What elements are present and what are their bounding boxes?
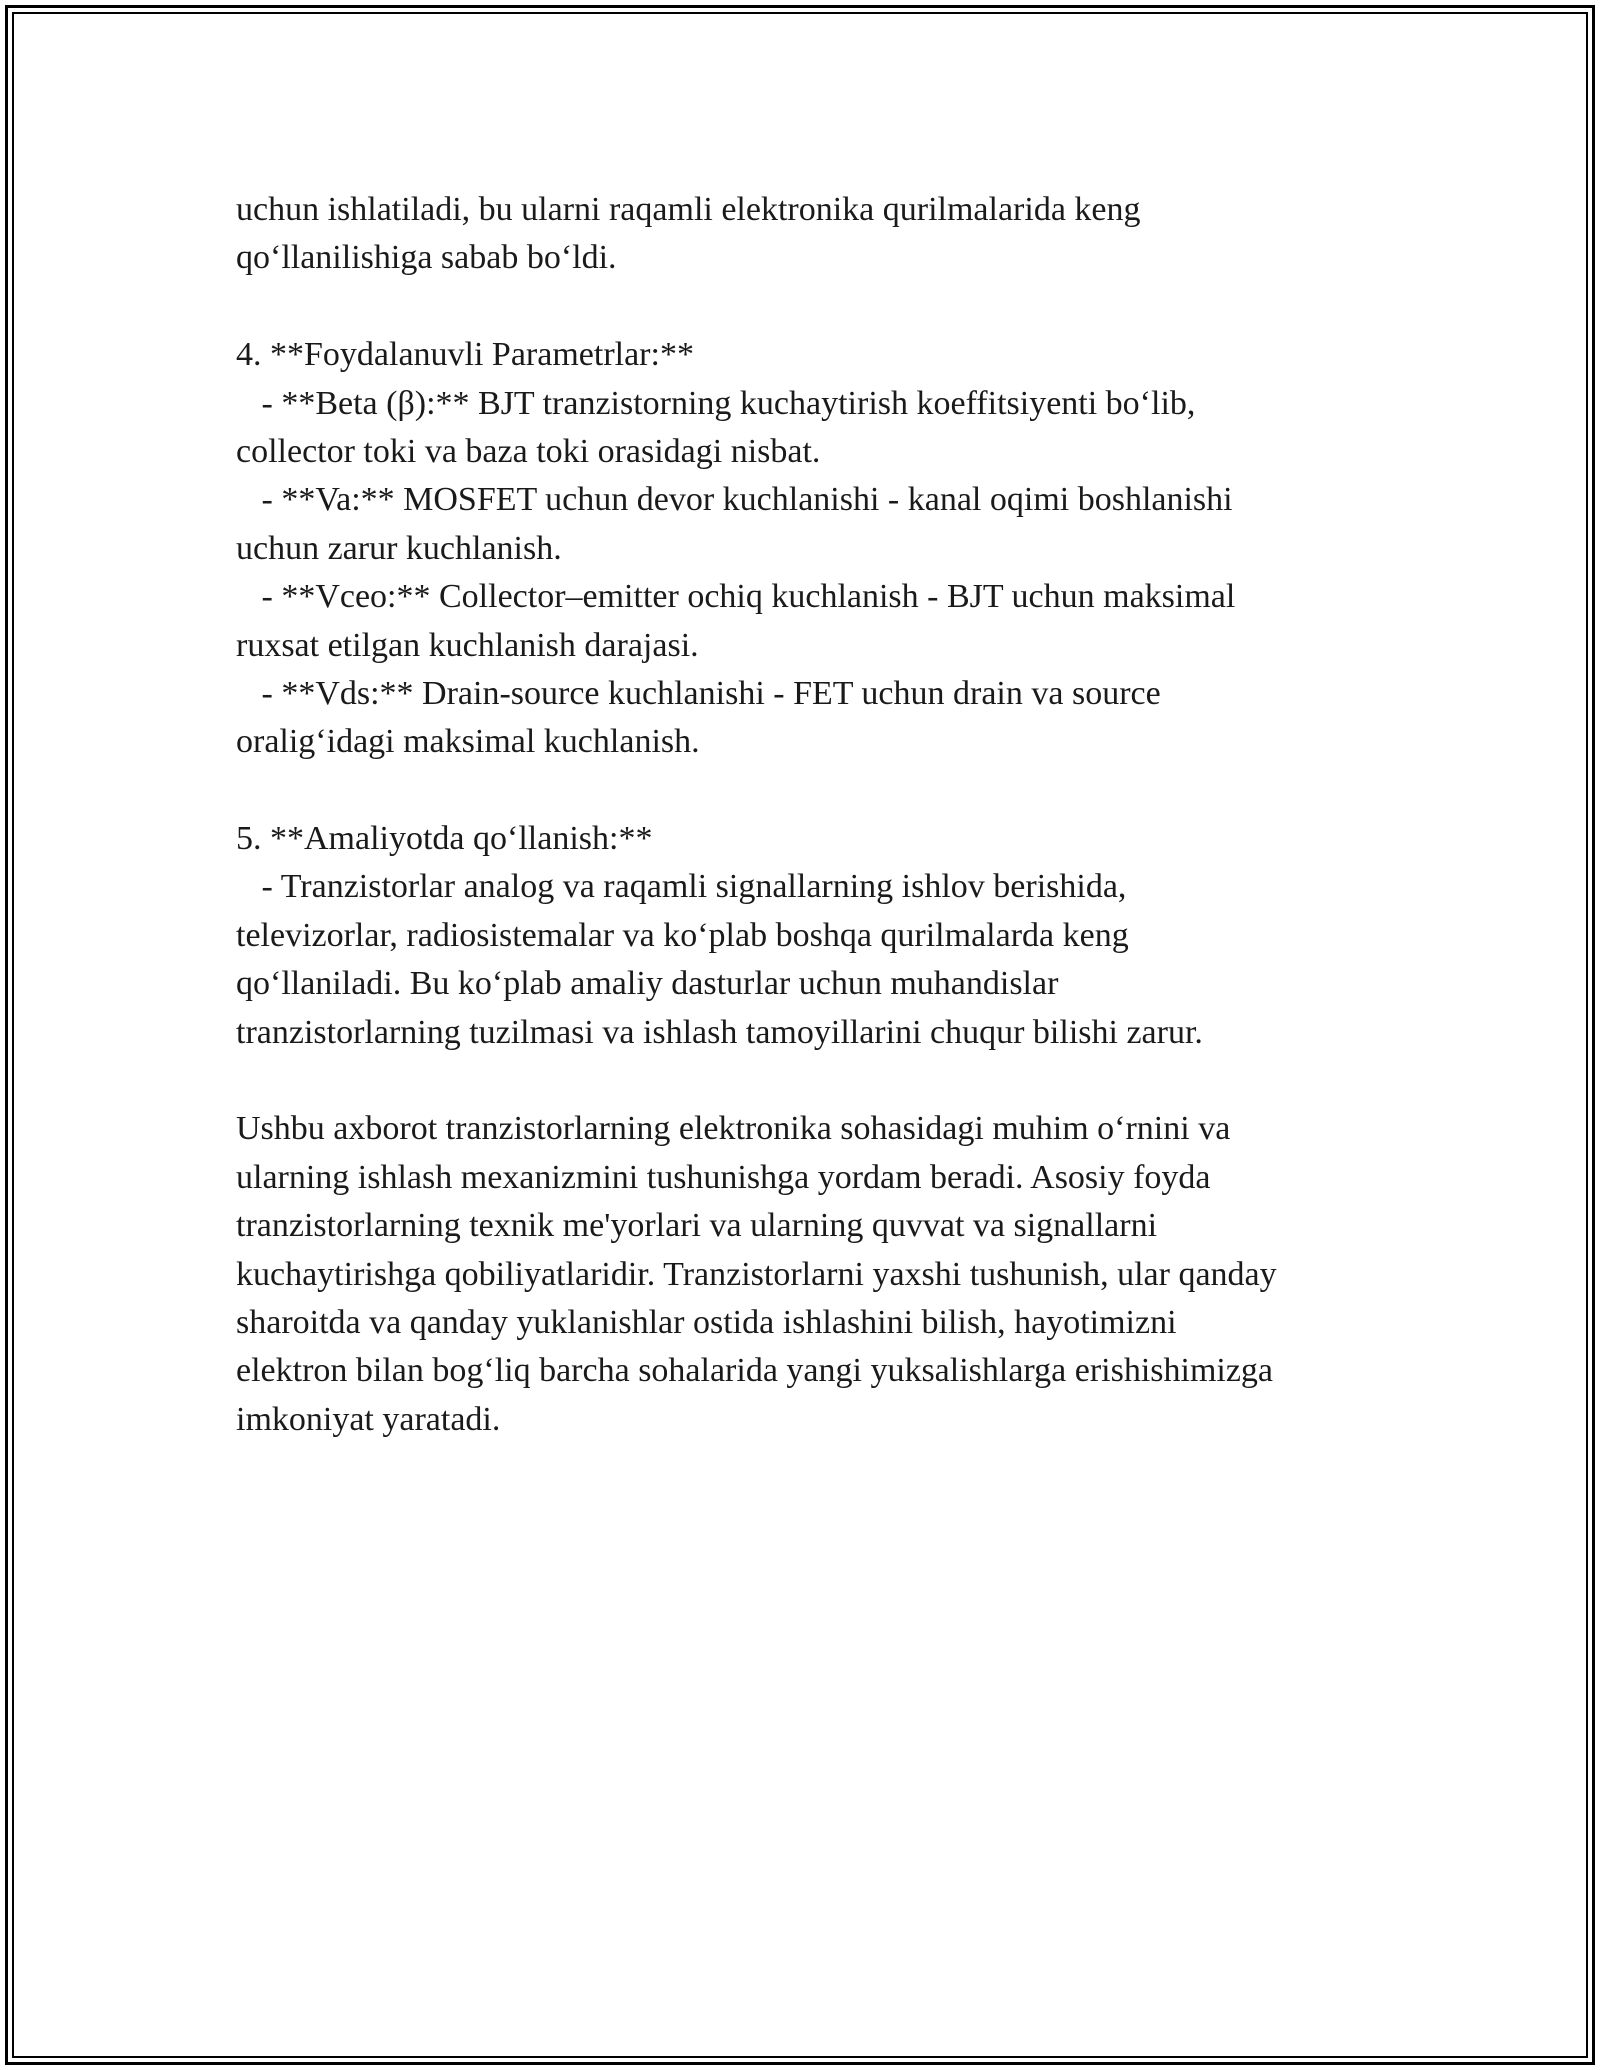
text-line: qo‘llanilishiga sabab bo‘ldi. [236, 239, 617, 277]
text-line: uchun ishlatiladi, bu ularni raqamli elektronika qurilmalarida keng [236, 191, 1141, 228]
text-line: ularning ishlash mexanizmini tushunishga yordam beradi. Asosiy foyda [236, 1158, 1211, 1196]
text-line: kuchaytirishga qobiliyatlaridir. Tranzistorlarni yaxshi tushunish, ular qanday [236, 1255, 1277, 1293]
text-line: tranzistorlarning tuzilmasi va ishlash tamoyillarini chuqur bilishi zarur. [236, 1013, 1203, 1051]
intro-paragraph [236, 186, 1396, 283]
list-item-vds-continued: oralig‘idagi maksimal kuchlanish. [236, 723, 700, 761]
list-item-va-continued: uchun zarur kuchlanish. [236, 529, 562, 567]
document-body [236, 186, 1396, 1444]
text-line: imkoniyat yaratadi. [236, 1400, 501, 1438]
text-line: sharoitda va qanday yuklanishlar ostida ishlashini bilish, hayotimizni [236, 1303, 1177, 1341]
text-line: - Tranzistorlar analog va raqamli signallarning ishlov berishida, [236, 868, 1127, 906]
list-item-vds: - **Vds:** Drain-source kuchlanishi - FET uchun drain va source [236, 674, 1161, 712]
section-parameters [236, 331, 1396, 767]
text-line: elektron bilan bog‘liq barcha sohalarida yangi yuksalishlarga erishishimizga [236, 1352, 1274, 1390]
list-item-va: - **Va:** MOSFET uchun devor kuchlanishi - kanal oqimi boshlanishi [236, 481, 1233, 519]
paragraph-spacer [236, 1057, 1396, 1105]
list-item-vceo-continued: ruxsat etilgan kuchlanish darajasi. [236, 626, 699, 664]
list-item-beta: - **Beta (β):** BJT tranzistorning kuchaytirish koeffitsiyenti bo‘lib, [236, 384, 1196, 422]
conclusion-paragraph [236, 1105, 1396, 1444]
text-line: qo‘llaniladi. Bu ko‘plab amaliy dasturlar uchun muhandislar [236, 965, 1059, 1003]
paragraph-spacer [236, 283, 1396, 331]
section-practice [236, 815, 1396, 1057]
list-item-vceo: - **Vceo:** Collector–emitter ochiq kuchlanish - BJT uchun maksimal [236, 578, 1236, 616]
text-line: tranzistorlarning texnik me'yorlari va ularning quvvat va signallarni [236, 1207, 1158, 1245]
text-line: televizorlar, radiosistemalar va ko‘plab boshqa qurilmalarda keng [236, 916, 1129, 954]
paragraph-spacer [236, 767, 1396, 815]
section-heading: 4. **Foydalanuvli Parametrlar:** [236, 336, 694, 374]
text-line: Ushbu axborot tranzistorlarning elektronika sohasidagi muhim o‘rnini va [236, 1110, 1231, 1148]
section-heading: 5. **Amaliyotda qo‘llanish:** [236, 820, 653, 858]
list-item-beta-continued: collector toki va baza toki orasidagi nisbat. [236, 432, 821, 470]
